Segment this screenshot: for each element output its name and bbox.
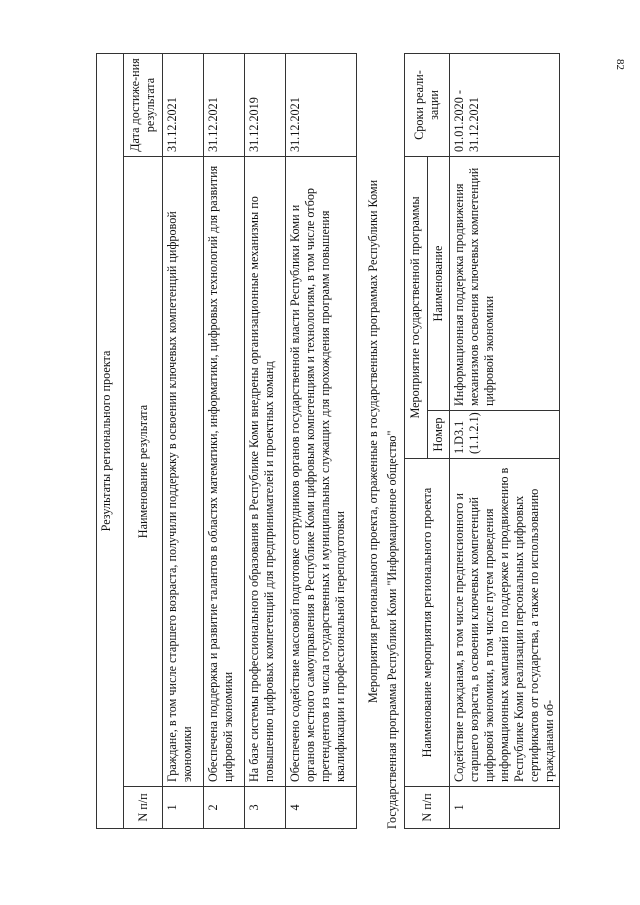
row-result-date: 31.12.2021 [204,53,245,156]
rotated-page-content [96,54,587,829]
row-result-name: Обеспечено содействие массовой подготовке сотрудников органов государственной власти Республики Коми и органов местного самоуправления в Республике Коми цифровым компетенциям и технологиям, в том числе отбор претендентов из числа государственных и муниципальных служащих для прохождения программ повышения квалификации и профессиональной переподготовки [286,157,357,787]
measures-header-program-name: Наименование [427,157,450,411]
measures-header-program-num: Номер [427,411,450,459]
row-result-date: 31.12.2021 [163,53,204,156]
row-result-name: На базе системы профессионального образования в Республике Коми внедрены организационные механизмы по повышению цифровых компетенций для предпринимателей и проектных команд [245,157,286,787]
row-num: 1 [163,787,204,829]
measures-header-num: N п/п [405,787,450,829]
row-measure-name: Содействие гражданам, в том числе предпенсионного и старшего возраста, в освоении ключевых компетенций цифровой экономики, в том числе путем проведения информационных кампаний по поддержке и продвижению в Республике Коми реализации персональных цифровых сертификатов от государства, а также по использованию гражданами об- [450,459,560,787]
measures-header-program-group: Мероприятие государственной программы [405,157,428,459]
row-num: 3 [245,787,286,829]
row-result-date: 31.12.2021 [286,53,357,156]
table-row [286,53,357,828]
measures-section-title: Мероприятия регионального проекта, отраженные в государственных программах Республики Коми [366,179,380,704]
row-program-name: Информационная поддержка продвижения механизмов освоения ключевых компетенций цифровой экономики [450,157,560,411]
results-table-title: Результаты регионального проекта [97,53,124,828]
row-result-name: Граждане, в том числе старшего возраста, получили поддержку в освоении ключевых компетенций цифровой экономики [163,157,204,787]
measures-table [404,53,560,829]
row-num: 1 [450,787,560,829]
row-result-name: Обеспечена поддержка и развитие талантов в областях математики, информатики, цифровых технологий для развития цифровой экономики [204,157,245,787]
row-dates: 01.01.2020 - 31.12.2021 [450,54,560,157]
program-title: Государственная программа Республики Коми "Информационное общество" [385,430,399,829]
results-table [96,53,357,829]
table-row [204,53,245,828]
table-row [163,53,204,828]
row-result-date: 31.12.2019 [245,53,286,156]
measures-header-name: Наименование мероприятия регионального проекта [405,459,450,787]
table-row [245,53,286,828]
row-num: 4 [286,787,357,829]
measures-header-dates: Сроки реали-зации [405,54,450,157]
results-header-date: Дата достиже-ния результата [124,53,163,156]
results-header-num: N п/п [124,787,163,829]
row-program-num: 1.D3.1 (1.1.2.1) [450,411,560,459]
page-number: 82 [614,59,626,70]
row-num: 2 [204,787,245,829]
results-header-name: Наименование результата [124,157,163,787]
table-row [450,54,560,829]
